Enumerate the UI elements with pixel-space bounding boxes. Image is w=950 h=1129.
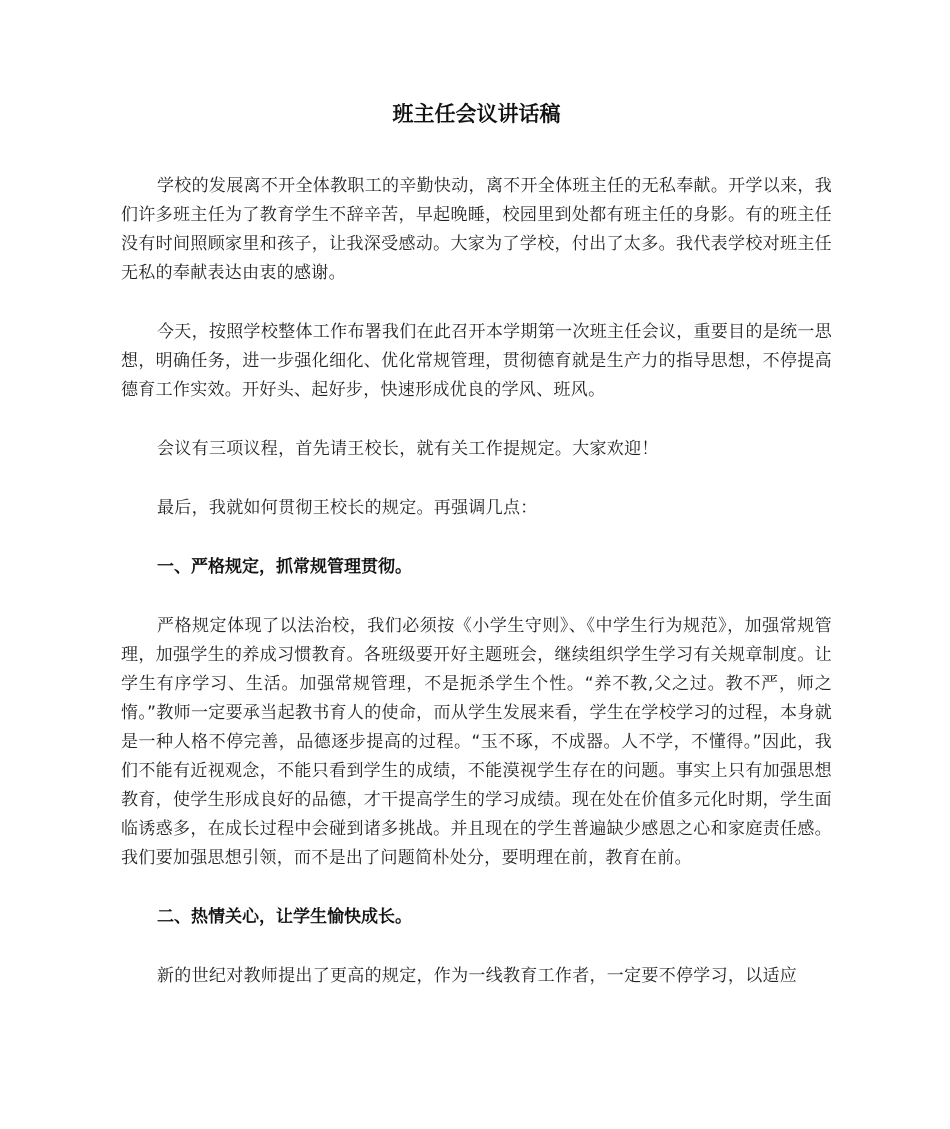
paragraph-agenda: 会议有三项议程，首先请王校长，就有关工作提规定。大家欢迎！ [157,439,659,459]
paragraph-emphasis-intro: 最后，我就如何贯彻王校长的规定。再强调几点： [157,498,538,518]
paragraph-meeting-purpose: 今天，按照学校整体工作布署我们在此召开本学期第一次班主任会议，重要目的是统一思想，明确任务，进一步强化细化、优化常规管理，贯彻德育就是生产力的指导思想，不停提高德育工作实效。开好头、起好步，快速形成优良的学风、班风。 [121,322,832,400]
paragraph-opening-thanks: 学校的发展离不开全体教职工的辛勤快动，离不开全体班主任的无私奉献。开学以来，我们许多班主任为了教育学生不辞辛苦，早起晚睡，校园里到处都有班主任的身影。有的班主任没有时间照顾家里和孩子，让我深受感动。大家为了学校，付出了太多。我代表学校对班主任无私的奉献表达由衷的感谢。 [121,176,832,283]
document-title: 班主任会议讲话稿 [392,102,561,126]
paragraph-routine-management: 严格规定体现了以法治校，我们必须按《小学生守则》、《中学生行为规范》，加强常规管理，加强学生的养成习惯教育。各班级要开好主题班会，继续组织学生学习有关规章制度。让学生有序学习、生活。加强常规管理，不是扼杀学生个性。“养不教,父之过。教不严，师之惰。”教师一定要承当起教书育人的使命，而从学生发展来看，学生在学校学习的过程，本身就是一种人格不停完善，品德逐步提高的过程。“玉不琢，不成器。人不学，不懂得。”因此，我们不能有近视观念，不能只看到学生的成绩，不能漠视学生存在的问题。事实上只有加强思想教育，使学生形成良好的品德，才干提高学生的学习成绩。现在处在价值多元化时期，学生面临诱惑多，在成长过程中会碰到诸多挑战。并且现在的学生普遍缺少感恩之心和家庭责任感。我们要加强思想引领，而不是出了问题简朴处分，要明理在前，教育在前。 [121,616,832,868]
paragraph-teacher-requirements: 新的世纪对教师提出了更高的规定，作为一线教育工作者，一定要不停学习，以适应 [157,966,798,986]
section-heading-1: 一、严格规定，抓常规管理贯彻。 [157,557,412,577]
section-heading-2: 二、热情关心，让学生愉快成长。 [157,907,412,927]
